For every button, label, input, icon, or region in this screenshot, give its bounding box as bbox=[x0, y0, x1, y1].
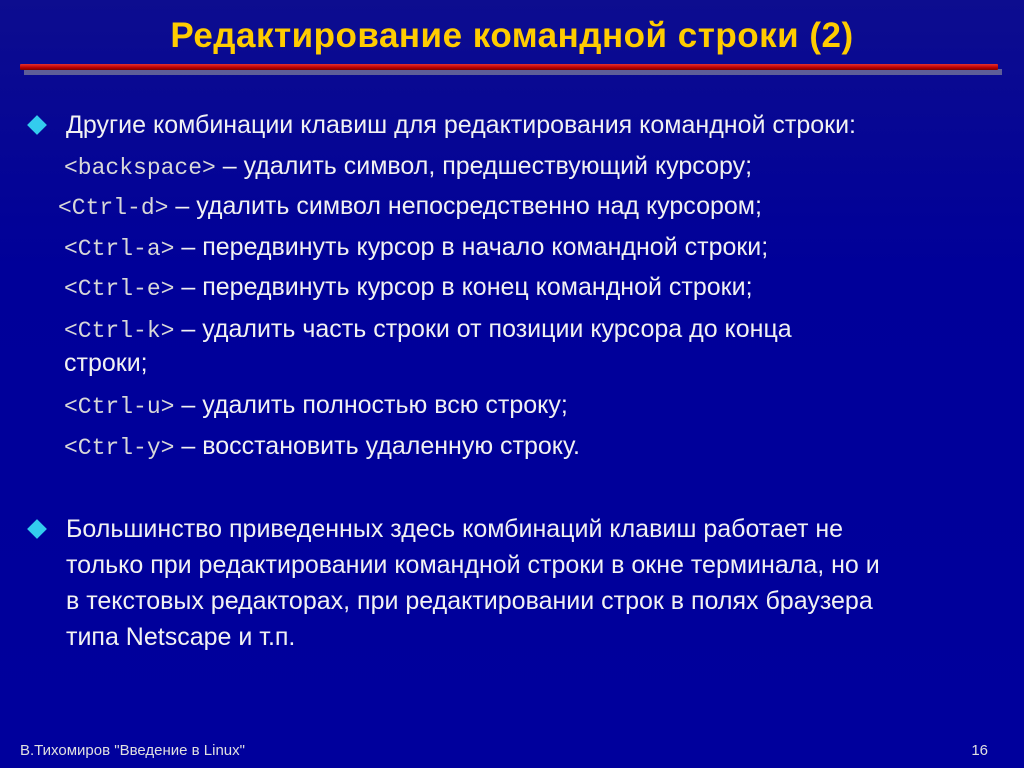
bullet-text-line: типа Netscape и т.п. bbox=[66, 623, 296, 651]
shortcut-key: <Ctrl-e> bbox=[64, 276, 175, 302]
diamond-bullet-icon bbox=[27, 519, 47, 539]
shortcut-description: – удалить символ, предшествующий курсору; bbox=[215, 152, 753, 180]
bullet-text: Другие комбинации клавиш для редактирования командной строки: bbox=[66, 111, 857, 139]
shortcut-description: – удалить полностью всю строку; bbox=[174, 391, 568, 419]
bullet-text-line: в текстовых редакторах, при редактировании строк в полях браузера bbox=[66, 587, 873, 615]
shortcut-item bbox=[64, 148, 752, 186]
shortcut-item bbox=[64, 311, 792, 349]
shortcut-description: – восстановить удаленную строку. bbox=[174, 432, 580, 460]
slide-title: Редактирование командной строки (2) bbox=[170, 16, 854, 55]
shortcut-key: <Ctrl-a> bbox=[64, 236, 175, 262]
shortcut-key: <Ctrl-y> bbox=[64, 435, 175, 461]
shortcut-item bbox=[64, 229, 768, 267]
shortcut-item bbox=[64, 428, 580, 466]
shortcut-description: – передвинуть курсор в начало командной строки; bbox=[174, 233, 769, 261]
bullet-text bbox=[66, 511, 996, 655]
title-divider-bar bbox=[20, 64, 998, 70]
shortcut-description: – передвинуть курсор в конец командной строки; bbox=[174, 273, 753, 301]
footer-author: В.Тихомиров "Введение в Linux" bbox=[20, 742, 245, 759]
shortcut-description: – удалить часть строки от позиции курсора до конца bbox=[174, 315, 792, 343]
shortcut-description: – удалить символ непосредственно над курсором; bbox=[168, 192, 762, 220]
page-number: 16 bbox=[971, 742, 988, 759]
shortcut-key: <Ctrl-k> bbox=[64, 318, 175, 344]
shortcut-item bbox=[64, 269, 753, 307]
shortcut-description-continuation: строки; bbox=[64, 349, 148, 377]
diamond-bullet-icon bbox=[27, 115, 47, 135]
bullet-text-line: только при редактировании командной строки в окне терминала, но и bbox=[66, 551, 880, 579]
shortcut-key: <Ctrl-d> bbox=[58, 195, 169, 221]
shortcut-item bbox=[64, 387, 568, 425]
shortcut-key: <Ctrl-u> bbox=[64, 394, 175, 420]
bullet-text-line: Большинство приведенных здесь комбинаций клавиш работает не bbox=[66, 515, 844, 543]
shortcut-item bbox=[58, 188, 762, 226]
shortcut-key: <backspace> bbox=[64, 155, 216, 181]
title-divider bbox=[20, 61, 1004, 77]
